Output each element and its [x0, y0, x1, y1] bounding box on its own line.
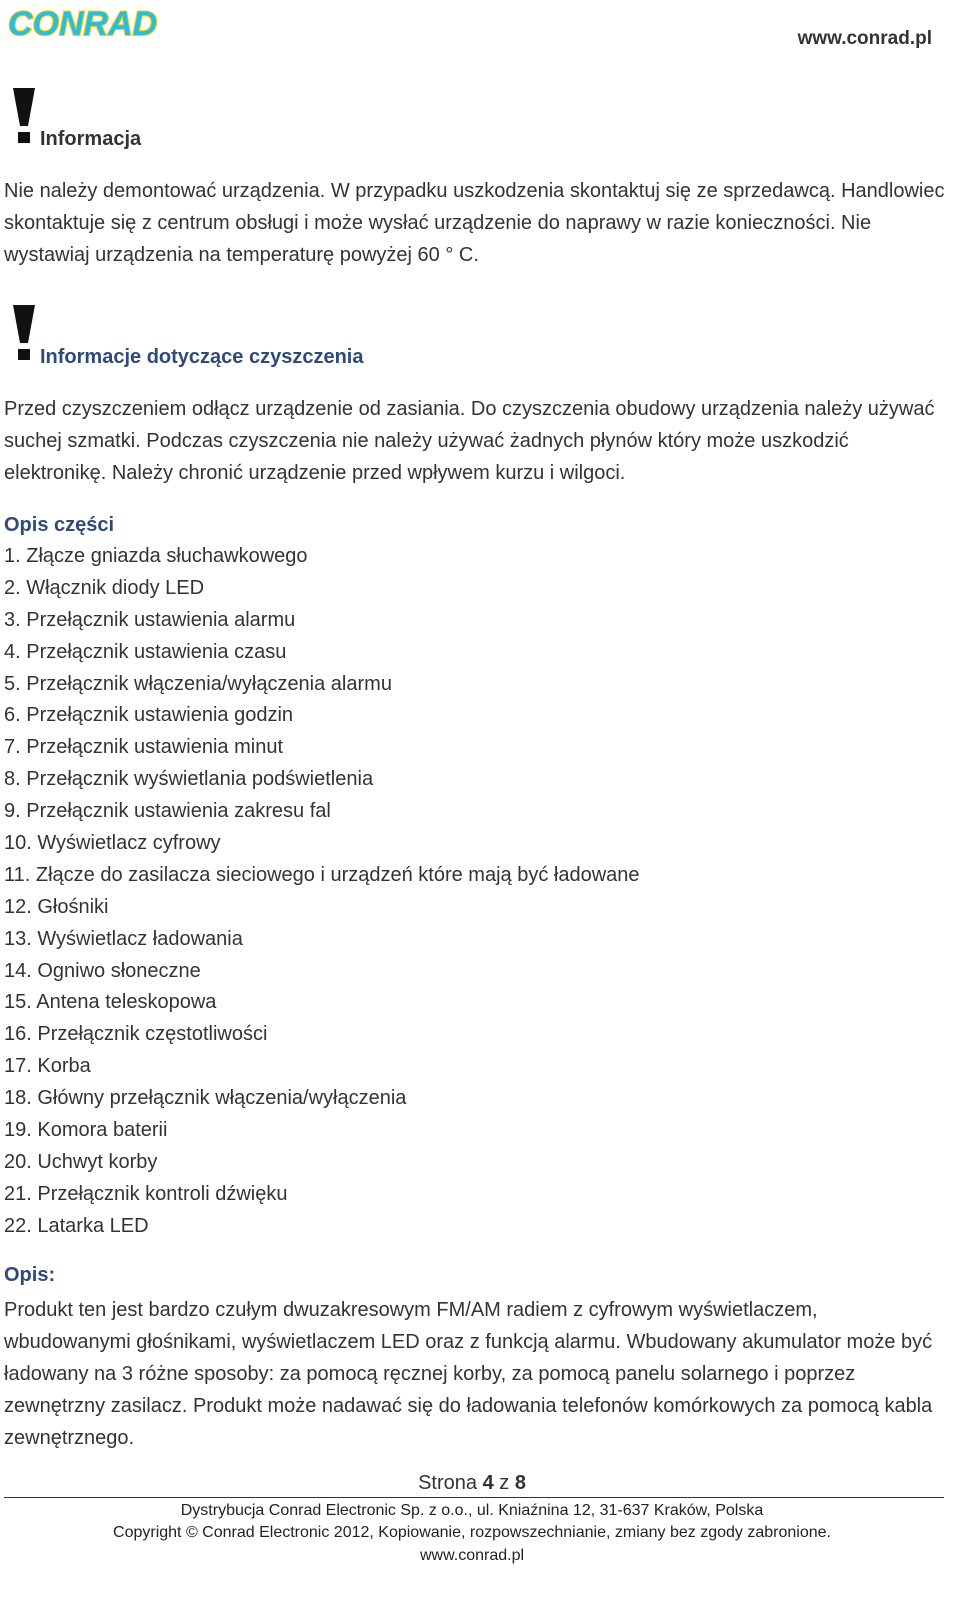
parts-items — [4, 541, 640, 1243]
logo-text: CONRAD — [8, 5, 158, 43]
list-item: 5. Przełącznik włączenia/wyłączenia alarmu — [4, 672, 392, 695]
list-item: 18. Główny przełącznik włączenia/wyłączenia — [4, 1087, 407, 1110]
description-text: Produkt ten jest bardzo czułym dwuzakresowym FM/AM radiem z cyfrowym wyświetlaczem, wbudowanymi głośnikami, wyświetlaczem LED oraz z funkcją alarmu. Wbudowany akumulator może być ładowany na 3 różne sposoby: za pomocą ręcznej korby, za pomocą panelu solarnego i poprzez zewnętrzny zasilacz. Produkt może nadawać się do ładowania telefonów komórkowych za pomocą kabla zewnętrznego. — [4, 1299, 933, 1449]
list-item: 3. Przełącznik ustawienia alarmu — [4, 608, 296, 631]
page-number — [0, 1472, 944, 1495]
parts-list — [4, 509, 640, 1243]
list-item: 8. Przełącznik wyświetlania podświetlenia — [4, 768, 374, 791]
list-item: 15. Antena teleskopowa — [4, 991, 217, 1014]
list-item: 22. Latarka LED — [4, 1214, 149, 1237]
page-total: 8 — [514, 1472, 526, 1494]
footer-url: www.conrad.pl — [419, 1547, 525, 1564]
site-url: www.conrad.pl — [797, 28, 932, 49]
list-item: 14. Ogniwo słoneczne — [4, 959, 201, 982]
list-item: 13. Wyświetlacz ładowania — [4, 927, 243, 950]
cleaning-heading: Informacje dotyczące czyszczenia — [40, 346, 364, 368]
page-prefix: Strona — [418, 1472, 477, 1494]
list-item: 11. Złącze do zasilacza sieciowego i urządzeń które mają być ładowane — [4, 863, 640, 886]
list-item: 9. Przełącznik ustawienia zakresu fal — [4, 800, 331, 823]
exclamation-icon — [12, 88, 36, 144]
list-item: 1. Złącze gniazda słuchawkowego — [4, 545, 308, 567]
list-item: 4. Przełącznik ustawienia czasu — [4, 640, 287, 663]
list-item: 17. Korba — [4, 1055, 91, 1078]
list-item: 16. Przełącznik częstotliwości — [4, 1023, 268, 1046]
cleaning-text: Przed czyszczeniem odłącz urządzenie od zasiania. Do czyszczenia obudowy urządzenia należy używać suchej szmatki. Podczas czyszczenia nie należy używać żadnych płynów który może uszkodzić elektronikę. Należy chronić urządzenie przed wpływem kurzu i wilgoci. — [4, 398, 935, 484]
info-heading: Informacja — [40, 128, 142, 150]
footer-distribution: Dystrybucja Conrad Electronic Sp. z o.o., ul. Kniaźnina 12, 31-637 Kraków, Polska — [180, 1502, 764, 1519]
list-item: 12. Głośniki — [4, 895, 109, 918]
footer-divider — [4, 1497, 944, 1498]
description-title: Opis: — [4, 1264, 56, 1286]
list-item: 10. Wyświetlacz cyfrowy — [4, 832, 221, 855]
page-current: 4 — [482, 1472, 494, 1494]
page-mid: z — [499, 1472, 510, 1494]
list-item: 2. Włącznik diody LED — [4, 576, 205, 599]
list-item: 21. Przełącznik kontroli dźwięku — [4, 1182, 288, 1205]
footer-copyright: Copyright © Conrad Electronic 2012, Kopiowanie, rozpowszechnianie, zmiany bez zgody zabronione. — [113, 1524, 831, 1541]
info-text: Nie należy demontować urządzenia. W przypadku uszkodzenia skontaktuj się ze sprzedawcą. Handlowiec skontaktuje się z centrum obsługi i może wysłać urządzenie do naprawy w razie konieczności. Nie wystawiaj urządzenia na temperaturę powyżej 60 ° C. — [4, 180, 945, 266]
exclamation-icon — [12, 305, 36, 361]
list-item: 6. Przełącznik ustawienia godzin — [4, 704, 294, 727]
list-item: 20. Uchwyt korby — [4, 1150, 158, 1173]
list-item: 7. Przełącznik ustawienia minut — [4, 736, 284, 759]
conrad-logo — [4, 2, 164, 44]
parts-title: Opis części — [4, 514, 115, 536]
list-item: 19. Komora baterii — [4, 1119, 168, 1142]
